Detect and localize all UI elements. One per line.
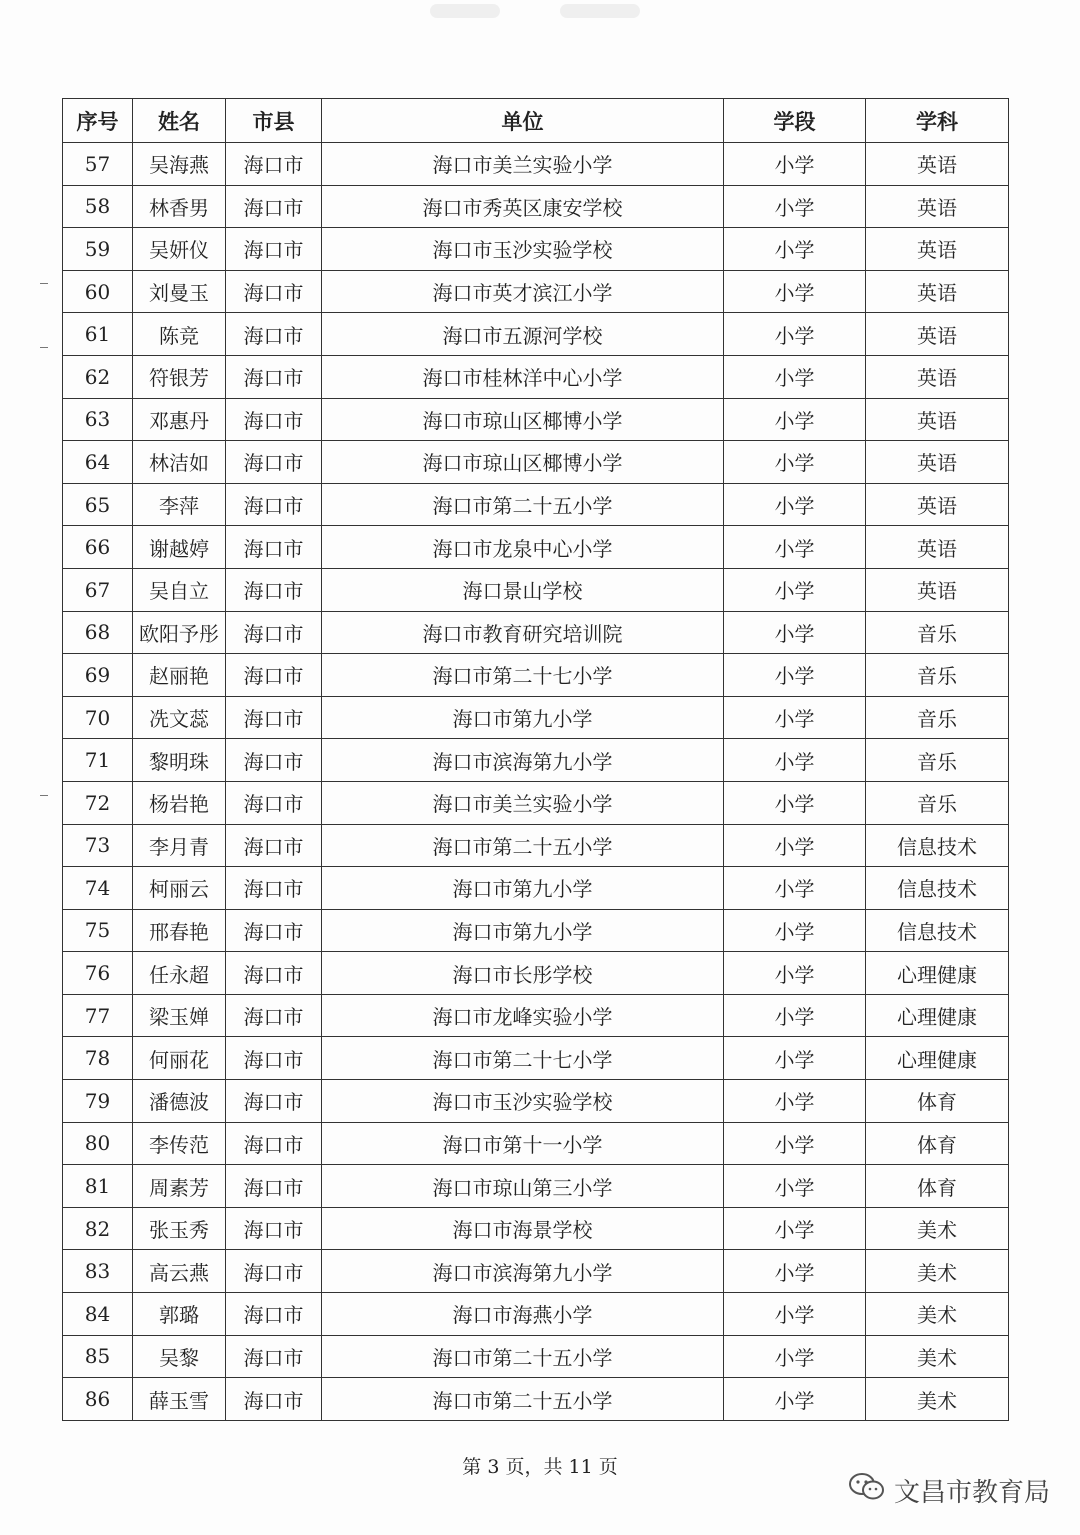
- cell-city: 海口市: [226, 1293, 322, 1336]
- cell-stage: 小学: [724, 739, 866, 782]
- scan-mark: [560, 4, 640, 18]
- cell-subject: 英语: [866, 568, 1009, 611]
- cell-index: 65: [63, 483, 133, 526]
- cell-unit: 海口市五源河学校: [322, 313, 724, 356]
- cell-city: 海口市: [226, 696, 322, 739]
- cell-stage: 小学: [724, 654, 866, 697]
- cell-stage: 小学: [724, 568, 866, 611]
- cell-index: 86: [63, 1378, 133, 1421]
- cell-name: 邢春艳: [133, 909, 226, 952]
- cell-city: 海口市: [226, 355, 322, 398]
- cell-index: 76: [63, 952, 133, 995]
- cell-stage: 小学: [724, 1335, 866, 1378]
- cell-city: 海口市: [226, 313, 322, 356]
- cell-subject: 英语: [866, 270, 1009, 313]
- cell-subject: 英语: [866, 185, 1009, 228]
- cell-index: 70: [63, 696, 133, 739]
- cell-stage: 小学: [724, 185, 866, 228]
- cell-name: 张玉秀: [133, 1207, 226, 1250]
- cell-index: 74: [63, 867, 133, 910]
- cell-stage: 小学: [724, 398, 866, 441]
- cell-name: 欧阳予彤: [133, 611, 226, 654]
- cell-name: 谢越婷: [133, 526, 226, 569]
- cell-city: 海口市: [226, 1122, 322, 1165]
- cell-unit: 海口市美兰实验小学: [322, 781, 724, 824]
- table-row: [63, 1080, 1009, 1123]
- cell-index: 58: [63, 185, 133, 228]
- cell-index: 60: [63, 270, 133, 313]
- cell-unit: 海口市滨海第九小学: [322, 1250, 724, 1293]
- cell-name: 吴自立: [133, 568, 226, 611]
- cell-name: 赵丽艳: [133, 654, 226, 697]
- cell-subject: 音乐: [866, 654, 1009, 697]
- table-row: [63, 1037, 1009, 1080]
- cell-index: 77: [63, 994, 133, 1037]
- cell-name: 吴黎: [133, 1335, 226, 1378]
- cell-unit: 海口市第九小学: [322, 909, 724, 952]
- cell-unit: 海口景山学校: [322, 568, 724, 611]
- table-row: [63, 398, 1009, 441]
- cell-city: 海口市: [226, 270, 322, 313]
- cell-subject: 体育: [866, 1122, 1009, 1165]
- cell-stage: 小学: [724, 483, 866, 526]
- cell-city: 海口市: [226, 952, 322, 995]
- cell-city: 海口市: [226, 568, 322, 611]
- cell-name: 黎明珠: [133, 739, 226, 782]
- cell-unit: 海口市海燕小学: [322, 1293, 724, 1336]
- cell-index: 80: [63, 1122, 133, 1165]
- table-row: [63, 526, 1009, 569]
- table-row: [63, 781, 1009, 824]
- cell-stage: 小学: [724, 355, 866, 398]
- cell-name: 郭璐: [133, 1293, 226, 1336]
- table-row: [63, 185, 1009, 228]
- table-row: [63, 1122, 1009, 1165]
- table-body: [63, 143, 1009, 1421]
- cell-subject: 音乐: [866, 781, 1009, 824]
- cell-stage: 小学: [724, 824, 866, 867]
- cell-subject: 音乐: [866, 739, 1009, 782]
- cell-unit: 海口市第二十七小学: [322, 654, 724, 697]
- cell-city: 海口市: [226, 185, 322, 228]
- cell-subject: 心理健康: [866, 1037, 1009, 1080]
- cell-subject: 英语: [866, 526, 1009, 569]
- table-row: [63, 1250, 1009, 1293]
- cell-index: 63: [63, 398, 133, 441]
- table-row: [63, 1207, 1009, 1250]
- cell-subject: 美术: [866, 1335, 1009, 1378]
- cell-unit: 海口市琼山区椰博小学: [322, 398, 724, 441]
- cell-index: 75: [63, 909, 133, 952]
- cell-name: 何丽花: [133, 1037, 226, 1080]
- header-index: 序号: [63, 99, 133, 143]
- cell-name: 冼文蕊: [133, 696, 226, 739]
- table-row: [63, 1378, 1009, 1421]
- cell-name: 柯丽云: [133, 867, 226, 910]
- table-row: [63, 824, 1009, 867]
- cell-stage: 小学: [724, 1250, 866, 1293]
- cell-name: 吴海燕: [133, 143, 226, 186]
- cell-index: 62: [63, 355, 133, 398]
- cell-stage: 小学: [724, 143, 866, 186]
- cell-unit: 海口市琼山区椰博小学: [322, 441, 724, 484]
- edge-tick: [40, 347, 48, 348]
- cell-city: 海口市: [226, 781, 322, 824]
- cell-subject: 英语: [866, 483, 1009, 526]
- cell-unit: 海口市第九小学: [322, 696, 724, 739]
- cell-name: 李萍: [133, 483, 226, 526]
- cell-subject: 心理健康: [866, 994, 1009, 1037]
- cell-subject: 英语: [866, 228, 1009, 271]
- cell-index: 81: [63, 1165, 133, 1208]
- edge-tick: [40, 795, 48, 796]
- cell-name: 薛玉雪: [133, 1378, 226, 1421]
- cell-unit: 海口市第二十七小学: [322, 1037, 724, 1080]
- cell-stage: 小学: [724, 1122, 866, 1165]
- cell-stage: 小学: [724, 1293, 866, 1336]
- cell-index: 59: [63, 228, 133, 271]
- cell-city: 海口市: [226, 994, 322, 1037]
- table-row: [63, 228, 1009, 271]
- table-row: [63, 143, 1009, 186]
- cell-index: 84: [63, 1293, 133, 1336]
- cell-name: 陈竞: [133, 313, 226, 356]
- cell-stage: 小学: [724, 270, 866, 313]
- cell-name: 高云燕: [133, 1250, 226, 1293]
- cell-subject: 英语: [866, 355, 1009, 398]
- cell-city: 海口市: [226, 1250, 322, 1293]
- cell-name: 任永超: [133, 952, 226, 995]
- page-number: 第 3 页，共 11 页: [462, 1456, 618, 1478]
- table-row: [63, 909, 1009, 952]
- cell-stage: 小学: [724, 909, 866, 952]
- header-city: 市县: [226, 99, 322, 143]
- table-row: [63, 483, 1009, 526]
- cell-stage: 小学: [724, 1037, 866, 1080]
- cell-unit: 海口市第九小学: [322, 867, 724, 910]
- cell-unit: 海口市第二十五小学: [322, 824, 724, 867]
- cell-index: 64: [63, 441, 133, 484]
- cell-stage: 小学: [724, 994, 866, 1037]
- cell-stage: 小学: [724, 1378, 866, 1421]
- cell-unit: 海口市教育研究培训院: [322, 611, 724, 654]
- table-row: [63, 739, 1009, 782]
- cell-unit: 海口市海景学校: [322, 1207, 724, 1250]
- cell-city: 海口市: [226, 824, 322, 867]
- cell-stage: 小学: [724, 867, 866, 910]
- cell-stage: 小学: [724, 228, 866, 271]
- cell-city: 海口市: [226, 611, 322, 654]
- cell-index: 72: [63, 781, 133, 824]
- cell-name: 吴妍仪: [133, 228, 226, 271]
- cell-name: 刘曼玉: [133, 270, 226, 313]
- table-row: [63, 441, 1009, 484]
- cell-subject: 英语: [866, 313, 1009, 356]
- cell-stage: 小学: [724, 441, 866, 484]
- cell-subject: 美术: [866, 1207, 1009, 1250]
- cell-name: 林洁如: [133, 441, 226, 484]
- cell-unit: 海口市第二十五小学: [322, 1378, 724, 1421]
- table-row: [63, 994, 1009, 1037]
- cell-unit: 海口市长彤学校: [322, 952, 724, 995]
- cell-index: 66: [63, 526, 133, 569]
- table-row: [63, 270, 1009, 313]
- cell-city: 海口市: [226, 483, 322, 526]
- cell-unit: 海口市第十一小学: [322, 1122, 724, 1165]
- table-row: [63, 654, 1009, 697]
- cell-city: 海口市: [226, 526, 322, 569]
- cell-index: 69: [63, 654, 133, 697]
- cell-index: 67: [63, 568, 133, 611]
- cell-stage: 小学: [724, 526, 866, 569]
- cell-city: 海口市: [226, 441, 322, 484]
- cell-city: 海口市: [226, 143, 322, 186]
- cell-stage: 小学: [724, 611, 866, 654]
- cell-unit: 海口市第二十五小学: [322, 1335, 724, 1378]
- cell-unit: 海口市英才滨江小学: [322, 270, 724, 313]
- cell-city: 海口市: [226, 1080, 322, 1123]
- cell-city: 海口市: [226, 1165, 322, 1208]
- cell-city: 海口市: [226, 1378, 322, 1421]
- table-row: [63, 696, 1009, 739]
- header-name: 姓名: [133, 99, 226, 143]
- table-row: [63, 952, 1009, 995]
- cell-name: 符银芳: [133, 355, 226, 398]
- cell-unit: 海口市滨海第九小学: [322, 739, 724, 782]
- scan-mark: [430, 4, 500, 18]
- table-row: [63, 313, 1009, 356]
- cell-unit: 海口市第二十五小学: [322, 483, 724, 526]
- cell-index: 73: [63, 824, 133, 867]
- cell-subject: 音乐: [866, 696, 1009, 739]
- cell-unit: 海口市龙泉中心小学: [322, 526, 724, 569]
- cell-subject: 体育: [866, 1080, 1009, 1123]
- cell-stage: 小学: [724, 313, 866, 356]
- cell-name: 梁玉婵: [133, 994, 226, 1037]
- cell-city: 海口市: [226, 1037, 322, 1080]
- cell-stage: 小学: [724, 1207, 866, 1250]
- cell-index: 82: [63, 1207, 133, 1250]
- table-header-row: [63, 99, 1009, 143]
- cell-stage: 小学: [724, 952, 866, 995]
- header-stage: 学段: [724, 99, 866, 143]
- table-row: [63, 1165, 1009, 1208]
- cell-name: 林香男: [133, 185, 226, 228]
- cell-subject: 英语: [866, 143, 1009, 186]
- cell-stage: 小学: [724, 696, 866, 739]
- cell-name: 李传范: [133, 1122, 226, 1165]
- cell-stage: 小学: [724, 1165, 866, 1208]
- cell-index: 68: [63, 611, 133, 654]
- cell-city: 海口市: [226, 739, 322, 782]
- cell-index: 71: [63, 739, 133, 782]
- cell-city: 海口市: [226, 1207, 322, 1250]
- watermark-text: 文昌市教育局: [894, 1477, 1051, 1508]
- edge-tick: [40, 283, 48, 284]
- cell-subject: 音乐: [866, 611, 1009, 654]
- cell-city: 海口市: [226, 228, 322, 271]
- cell-index: 61: [63, 313, 133, 356]
- cell-subject: 信息技术: [866, 824, 1009, 867]
- cell-subject: 英语: [866, 441, 1009, 484]
- table-row: [63, 867, 1009, 910]
- cell-index: 83: [63, 1250, 133, 1293]
- cell-city: 海口市: [226, 909, 322, 952]
- cell-name: 李月青: [133, 824, 226, 867]
- cell-subject: 信息技术: [866, 867, 1009, 910]
- cell-unit: 海口市桂林洋中心小学: [322, 355, 724, 398]
- cell-city: 海口市: [226, 1335, 322, 1378]
- table-row: [63, 1293, 1009, 1336]
- table-row: [63, 1335, 1009, 1378]
- cell-subject: 美术: [866, 1293, 1009, 1336]
- cell-unit: 海口市玉沙实验学校: [322, 228, 724, 271]
- cell-subject: 信息技术: [866, 909, 1009, 952]
- cell-unit: 海口市琼山第三小学: [322, 1165, 724, 1208]
- cell-city: 海口市: [226, 867, 322, 910]
- cell-city: 海口市: [226, 398, 322, 441]
- cell-index: 57: [63, 143, 133, 186]
- cell-stage: 小学: [724, 1080, 866, 1123]
- cell-stage: 小学: [724, 781, 866, 824]
- cell-index: 79: [63, 1080, 133, 1123]
- table-row: [63, 568, 1009, 611]
- cell-city: 海口市: [226, 654, 322, 697]
- cell-subject: 英语: [866, 398, 1009, 441]
- cell-subject: 美术: [866, 1250, 1009, 1293]
- cell-index: 78: [63, 1037, 133, 1080]
- watermark: [848, 1467, 1050, 1513]
- cell-subject: 心理健康: [866, 952, 1009, 995]
- cell-name: 潘德波: [133, 1080, 226, 1123]
- wechat-icon: [848, 1472, 886, 1509]
- header-subject: 学科: [866, 99, 1009, 143]
- cell-unit: 海口市秀英区康安学校: [322, 185, 724, 228]
- table-row: [63, 355, 1009, 398]
- table-row: [63, 611, 1009, 654]
- cell-subject: 美术: [866, 1378, 1009, 1421]
- cell-unit: 海口市美兰实验小学: [322, 143, 724, 186]
- cell-index: 85: [63, 1335, 133, 1378]
- cell-subject: 体育: [866, 1165, 1009, 1208]
- cell-name: 周素芳: [133, 1165, 226, 1208]
- cell-unit: 海口市龙峰实验小学: [322, 994, 724, 1037]
- cell-name: 杨岩艳: [133, 781, 226, 824]
- cell-name: 邓惠丹: [133, 398, 226, 441]
- header-unit: 单位: [322, 99, 724, 143]
- roster-table: [62, 98, 1009, 1421]
- cell-unit: 海口市玉沙实验学校: [322, 1080, 724, 1123]
